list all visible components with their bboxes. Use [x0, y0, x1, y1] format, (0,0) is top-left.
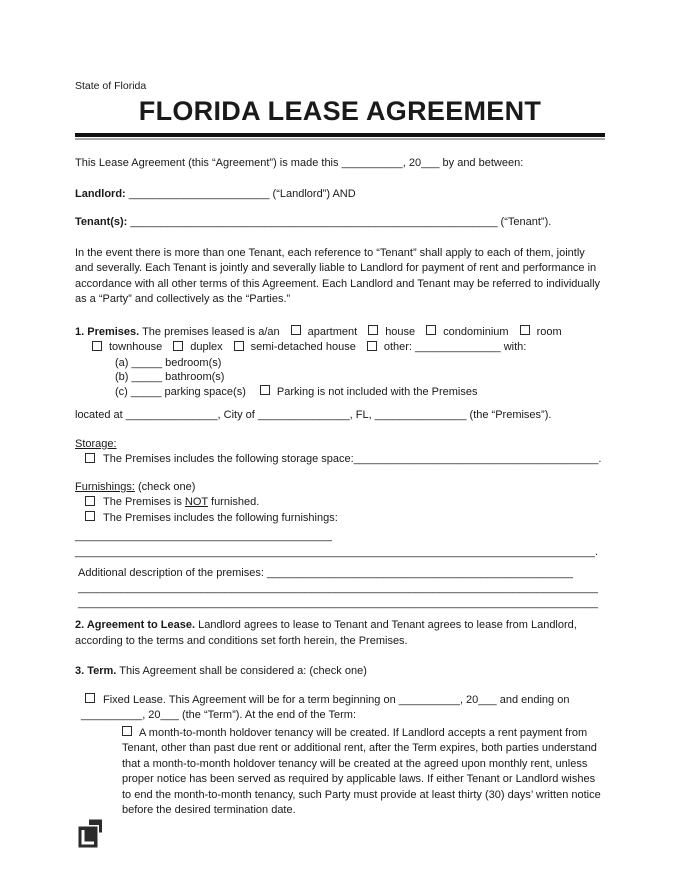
fixed-start-date-blank: __________: [398, 693, 460, 706]
made-post: by and between:: [439, 157, 524, 169]
landlord-line: [75, 187, 605, 203]
additional-blank-1: __________________________________________________: [266, 567, 573, 579]
type-apartment: apartment: [307, 325, 358, 338]
storage-space-blank: ________________________________________: [353, 453, 599, 465]
checkbox-condominium[interactable]: [426, 325, 436, 335]
checkbox-house[interactable]: [368, 325, 378, 335]
located-p2: , City of: [217, 409, 258, 421]
not-word: NOT: [184, 496, 208, 508]
furnishings-heading: Furnishings:: [75, 480, 135, 493]
tenant-name-blank: ____________________________________________________________: [127, 216, 501, 228]
agreement-body: Landlord agrees to lease to Tenant and Tenant agrees to lease from Landlord, according to the terms and conditions set forth herein, the Premises.: [75, 619, 577, 647]
fixed-line2-post: (the “Term”). At the end of the Term:: [178, 709, 356, 721]
made-mid: , 20: [402, 157, 422, 169]
bedrooms-item: [75, 356, 605, 371]
additional-blank-line-2: _____________________________________________________________________________________: [78, 582, 599, 594]
storage-heading: Storage:: [75, 437, 117, 450]
holdover-paragraph: [122, 726, 603, 819]
fixed-end-date-blank: __________: [81, 709, 143, 721]
not-furnished-post: furnished.: [207, 496, 260, 508]
bathrooms-blank: _____: [131, 371, 163, 383]
located-line: [75, 408, 605, 424]
furnishings-blank-2: _____________________________________________________________________________________: [75, 545, 596, 558]
checkbox-semi-detached[interactable]: [234, 341, 244, 351]
checkbox-apartment[interactable]: [291, 325, 301, 335]
joint-liability-paragraph: In the event there is more than one Tenant, each reference to “Tenant” shall apply to each of them, jointly and severally. Each Tenant is jointly and severally liable to Landlord for payment of rent and performance in accordance with all other terms of this Agreement. Each Landlord and Tenant may be referred to individually as a “Party” and collectively as the “Parties.”: [75, 246, 601, 305]
fixed-end-year-blank: ___: [160, 709, 179, 721]
holdover-text: A month-to-month holdover tenancy will be created. If Landlord accepts a rent payment from Tenant, other than past due rent or additional rent, after the Term expires, both parties understand that a month-to-month holdover tenancy will be created at the agreed upon monthly rent, unless proper notice has been served as required by applicable laws. If either Tenant or Landlord wishes to end the month-to-month tenancy, such Party must provide at least thirty (30) days’ written notice before the desired termination date.: [122, 726, 601, 816]
year-blank: ___: [421, 157, 440, 169]
bathrooms-item: [75, 370, 605, 385]
bedrooms-blank: _____: [131, 356, 163, 369]
page-title: FLORIDA LEASE AGREEMENT: [138, 96, 542, 126]
storage-heading-line: [75, 437, 605, 453]
day-blank: __________: [341, 157, 403, 169]
checkbox-not-furnished[interactable]: [85, 496, 95, 506]
fixed-line2-mid: , 20: [142, 709, 161, 721]
term-body: This Agreement shall be considered a: (check one): [116, 665, 367, 677]
located-p3: , FL,: [349, 409, 375, 421]
item-c-tag: (c): [115, 385, 131, 398]
fixed-mid: , 20: [459, 693, 479, 706]
premises-heading: 1. Premises.: [75, 325, 140, 338]
bathrooms-label: bathroom(s): [162, 371, 225, 383]
other-blank: ______________: [415, 341, 501, 353]
type-condominium: condominium: [443, 325, 509, 338]
checkbox-duplex[interactable]: [173, 341, 183, 351]
section-premises: [75, 325, 605, 400]
landlord-label: Landlord:: [75, 187, 126, 200]
checkbox-fixed-lease[interactable]: [85, 693, 95, 703]
located-p4: (the “Premises”).: [466, 409, 552, 421]
type-room: room: [536, 325, 562, 338]
checkbox-holdover[interactable]: [122, 726, 132, 736]
fixed-lease-line-1: [75, 693, 605, 709]
landlord-post: (“Landlord”) AND: [272, 187, 356, 200]
parking-item: [75, 385, 605, 400]
premises-lead: The premises leased is a/an: [139, 325, 280, 338]
parking-blank: _____: [130, 385, 162, 398]
not-furnished-line: [75, 495, 605, 511]
parking-label: parking space(s): [161, 385, 249, 398]
tenant-post: (“Tenant”).: [500, 216, 552, 228]
fixed-start-year-blank: ___: [478, 693, 497, 706]
fixed-lease-line-2: [75, 708, 605, 724]
type-semi-detached: semi-detached house: [250, 341, 356, 353]
premises-type-row2: [75, 340, 605, 356]
item-b-tag: (b): [115, 371, 132, 383]
furnishings-heading-suffix: (check one): [134, 480, 196, 493]
type-townhouse: townhouse: [109, 341, 163, 353]
not-furnished-pre: The Premises is: [103, 496, 185, 508]
premises-type-row1: [75, 325, 605, 341]
storage-option-label: The Premises includes the following storage space:: [103, 453, 354, 465]
city-blank: _______________: [257, 409, 350, 421]
bedrooms-label: bedroom(s): [162, 356, 222, 369]
landlord-name-blank: _______________________: [125, 187, 273, 200]
checkbox-townhouse[interactable]: [92, 341, 102, 351]
zip-blank: _______________: [374, 409, 467, 421]
fixed-post: and ending on: [496, 693, 570, 706]
additional-description-block: [75, 566, 605, 611]
storage-period: .: [598, 453, 602, 465]
checkbox-furnished[interactable]: [85, 511, 95, 521]
type-house: house: [385, 325, 416, 338]
no-parking-label: Parking is not included with the Premises: [276, 385, 478, 398]
storage-option-line: [75, 452, 605, 468]
additional-description-label: Additional description of the premises:: [78, 567, 267, 579]
title-divider: [75, 133, 605, 140]
checkbox-room[interactable]: [520, 325, 530, 335]
furnishings-block: [75, 480, 605, 561]
other-label: other:: [383, 341, 416, 353]
with-suffix: with:: [500, 341, 527, 353]
additional-blank-line-3: _____________________________________________________________________________________: [78, 597, 599, 609]
address-blank: _______________: [125, 409, 218, 421]
storage-block: [75, 437, 605, 468]
term-heading: 3. Term.: [75, 665, 117, 677]
furnishings-period: .: [595, 545, 599, 558]
tenant-line: [75, 215, 605, 231]
section-agreement-to-lease: [75, 618, 605, 649]
furnished-line: [75, 511, 605, 527]
state-label: State of Florida: [75, 80, 147, 92]
furnishings-heading-line: [75, 480, 605, 496]
furnishings-blank-line-1: __________________________________________: [75, 530, 332, 542]
legal-templates-logo: [77, 819, 103, 849]
agreement-made-line: [75, 156, 605, 172]
agreement-heading: 2. Agreement to Lease.: [75, 619, 196, 631]
tenant-label: Tenant(s):: [75, 216, 128, 228]
section-term: [75, 664, 605, 680]
made-pre: This Lease Agreement (this “Agreement”) is made this: [75, 157, 342, 169]
furnished-label: The Premises includes the following furnishings:: [103, 511, 338, 524]
checkbox-storage[interactable]: [85, 453, 95, 463]
fixed-lease-block: [75, 693, 605, 819]
type-duplex: duplex: [190, 341, 223, 353]
additional-description-line: [75, 566, 605, 581]
fixed-pre: Fixed Lease. This Agreement will be for a term beginning on: [103, 693, 399, 706]
checkbox-other[interactable]: [367, 341, 377, 351]
checkbox-no-parking[interactable]: [260, 385, 270, 395]
item-a-tag: (a): [115, 356, 132, 369]
located-p1: located at: [75, 409, 126, 421]
furnishings-blank-line-2: [75, 545, 605, 561]
